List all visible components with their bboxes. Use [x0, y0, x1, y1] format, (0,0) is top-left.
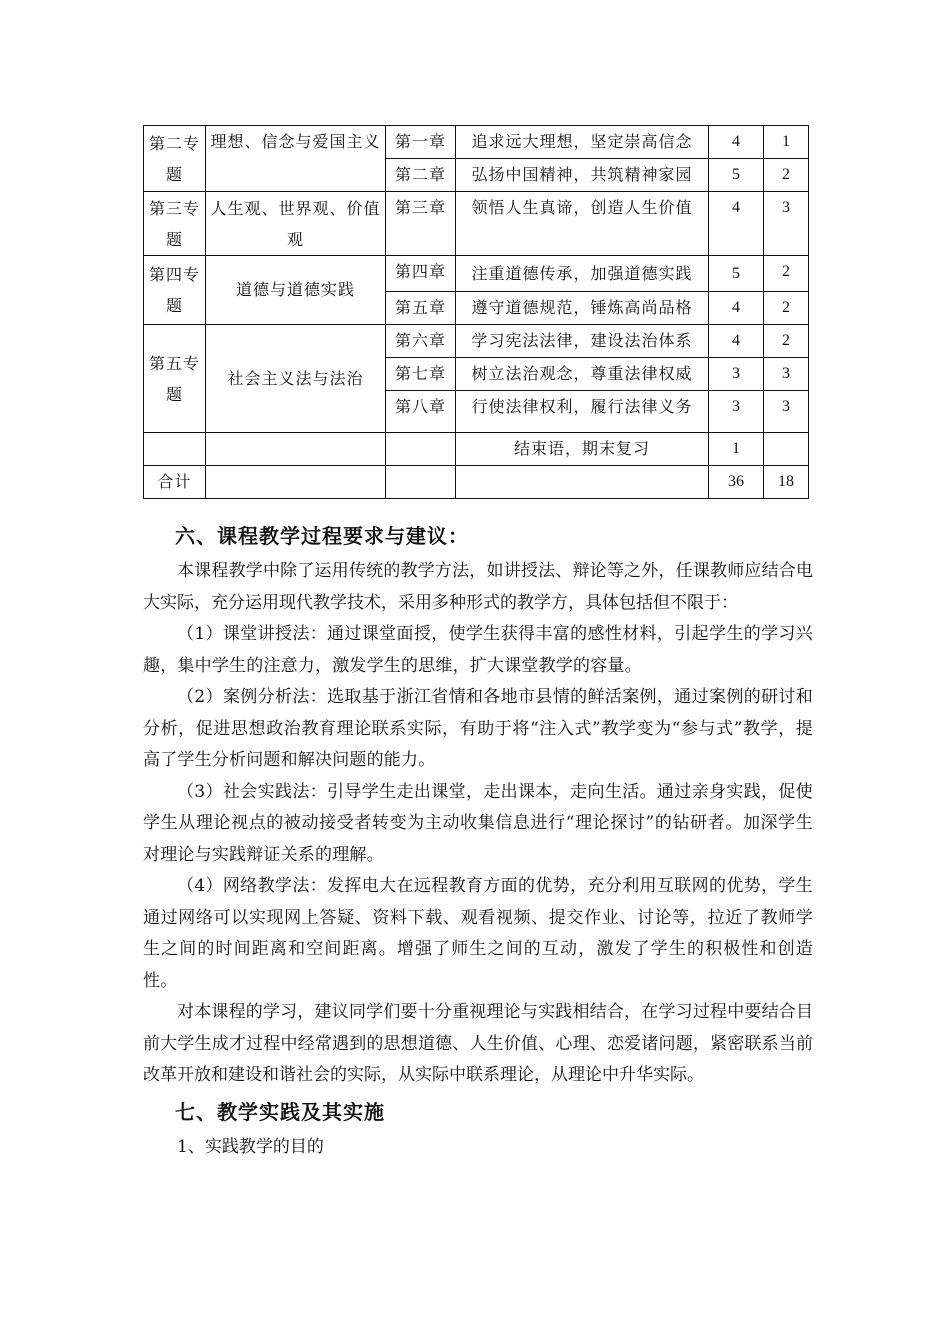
hours-cell: 4 [709, 192, 764, 256]
topic-cell: 第四专题 [144, 256, 206, 325]
hours-cell: 1 [764, 126, 809, 159]
empty-cell [144, 433, 206, 466]
topic-name-cell: 道德与道德实践 [206, 256, 386, 325]
hours-cell: 4 [709, 126, 764, 159]
total-hours-cell: 18 [764, 466, 809, 499]
hours-cell: 2 [764, 159, 809, 192]
table-row [144, 192, 809, 256]
empty-cell [386, 466, 456, 499]
empty-cell [456, 466, 709, 499]
topic-cell: 第三专题 [144, 192, 206, 256]
hours-cell: 4 [709, 292, 764, 325]
topic-name-cell: 社会主义法与法治 [206, 325, 386, 433]
chapter-title-cell: 学习宪法法律，建设法治体系 [456, 325, 709, 358]
empty-cell [386, 433, 456, 466]
section-heading: 六、课程教学过程要求与建议： [175, 524, 469, 548]
hours-cell: 3 [764, 192, 809, 256]
hours-cell: 3 [764, 391, 809, 433]
chapter-cell: 第八章 [386, 391, 456, 433]
document-body [143, 516, 813, 1163]
table-row [144, 433, 809, 466]
chapter-cell: 第二章 [386, 159, 456, 192]
topic-name-cell: 理想、信念与爱国主义 [206, 126, 386, 192]
chapter-title-cell: 树立法治观念，尊重法律权威 [456, 358, 709, 391]
chapter-title-cell: 弘扬中国精神，共筑精神家园 [456, 159, 709, 192]
chapter-title-cell: 追求远大理想，坚定崇高信念 [456, 126, 709, 159]
hours-cell: 5 [709, 256, 764, 292]
table-row [144, 256, 809, 292]
empty-cell [206, 433, 386, 466]
hours-cell: 3 [709, 358, 764, 391]
paragraph: 对本课程的学习，建议同学们要十分重视理论与实践相结合，在学习过程中要结合目前大学生成才过程中经常遇到的思想道德、人生价值、心理、恋爱诸问题，紧密联系当前改革开放和建设和谐社会的实际，从实际中联系理论，从理论中升华实际。 [143, 1002, 813, 1085]
chapter-cell: 第一章 [386, 126, 456, 159]
section-heading: 七、教学实践及其实施 [175, 1099, 385, 1124]
hours-cell: 3 [764, 358, 809, 391]
paragraph: （2）案例分析法：选取基于浙江省情和各地市县情的鲜活案例，通过案例的研讨和分析，促进思想政治教育理论联系实际，有助于将“注入式”教学变为“参与式”教学，提高了学生分析问题和解决问题的能力。 [143, 687, 813, 770]
paragraph: 本课程教学中除了运用传统的教学方法，如讲授法、辩论等之外，任课教师应结合电大实际，充分运用现代教学技术，采用多种形式的教学方，具体包括但不限于： [143, 561, 813, 613]
empty-cell [206, 466, 386, 499]
table-row [144, 325, 809, 358]
chapter-cell: 第六章 [386, 325, 456, 358]
schedule-table [143, 125, 809, 499]
subsection-heading: 1、实践教学的目的 [177, 1136, 324, 1157]
hours-cell: 5 [709, 159, 764, 192]
total-label-cell: 合计 [144, 466, 206, 499]
chapter-title-cell: 领悟人生真谛，创造人生价值 [456, 192, 709, 256]
topic-cell: 第二专题 [144, 126, 206, 192]
topic-name-cell: 人生观、世界观、价值观 [206, 192, 386, 256]
paragraph: （3）社会实践法：引导学生走出课堂，走出课本，走向生活。通过亲身实践，促使学生从理论视点的被动接受者转变为主动收集信息进行“理论探讨”的钻研者。加深学生对理论与实践辩证关系的理解。 [143, 781, 813, 865]
chapter-title-cell: 结束语，期末复习 [456, 433, 709, 466]
chapter-title-cell: 注重道德传承，加强道德实践 [456, 256, 709, 292]
hours-cell: 2 [764, 256, 809, 292]
topic-cell: 第五专题 [144, 325, 206, 433]
chapter-title-cell: 行使法律权利，履行法律义务 [456, 391, 709, 433]
chapter-cell: 第三章 [386, 192, 456, 256]
hours-cell: 1 [709, 433, 764, 466]
hours-cell: 2 [764, 292, 809, 325]
hours-cell: 3 [709, 391, 764, 433]
chapter-cell: 第七章 [386, 358, 456, 391]
paragraph: （4）网络教学法：发挥电大在远程教育方面的优势，充分利用互联网的优势，学生通过网络可以实现网上答疑、资料下载、观看视频、提交作业、讨论等，拉近了教师学生之间的时间距离和空间距离。增强了师生之间的互动，激发了学生的积极性和创造性。 [143, 876, 813, 991]
chapter-title-cell: 遵守道德规范，锤炼高尚品格 [456, 292, 709, 325]
table-row [144, 466, 809, 499]
total-hours-cell: 36 [709, 466, 764, 499]
paragraph: （1）课堂讲授法：通过课堂面授，使学生获得丰富的感性材料，引起学生的学习兴趣，集中学生的注意力，激发学生的思维，扩大课堂教学的容量。 [143, 624, 813, 676]
chapter-cell: 第四章 [386, 256, 456, 292]
table-row [144, 126, 809, 159]
hours-cell [764, 433, 809, 466]
hours-cell: 4 [709, 325, 764, 358]
chapter-cell: 第五章 [386, 292, 456, 325]
hours-cell: 2 [764, 325, 809, 358]
